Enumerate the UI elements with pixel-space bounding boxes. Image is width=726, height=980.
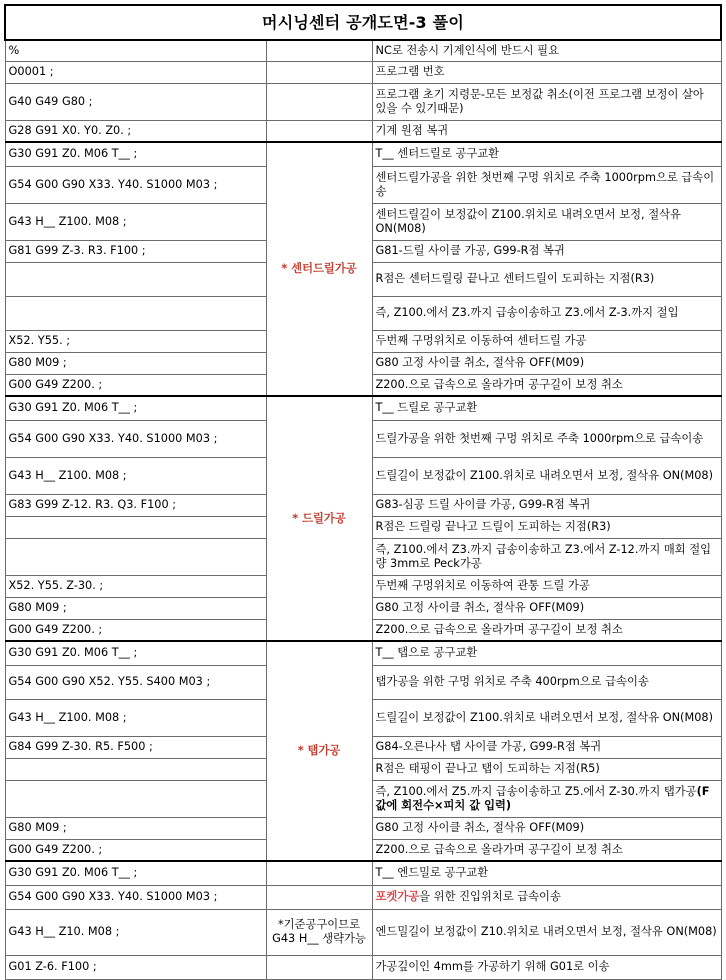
comment-cell: T__ 드릴로 공구교환 <box>372 396 721 420</box>
page-title: 머시닝센터 공개도면-3 풀이 <box>5 5 721 40</box>
comment-cell: Z200.으로 급속으로 올라가며 공구길이 보정 취소 <box>372 619 721 641</box>
code-cell: G80 M09 ; <box>5 817 266 839</box>
code-cell: G00 G49 Z200. ; <box>5 619 266 641</box>
comment-cell <box>372 885 721 909</box>
comment-cell: 기계 원점 복귀 <box>372 120 721 142</box>
table-row <box>5 142 721 166</box>
table-row <box>5 641 721 665</box>
table-row <box>5 40 721 61</box>
comment-cell: R점은 센터드릴링 끝나고 센터드릴이 도피하는 지점(R3) <box>372 262 721 296</box>
comment-cell: 드릴가공을 위한 첫번째 구멍 위치로 주축 1000rpm으로 급속이송 <box>372 420 721 457</box>
comment-bold-note: (F값에 회전수×피치 값 입력) <box>375 784 710 812</box>
table-row <box>5 120 721 142</box>
code-cell <box>5 296 266 330</box>
code-cell: G83 G99 Z-12. R3. Q3. F100 ; <box>5 494 266 516</box>
table-row <box>5 861 721 885</box>
code-cell: G54 G00 G90 X33. Y40. S1000 M03 ; <box>5 166 266 203</box>
base-tool-note-line2: G43 H__ 생략가능 <box>272 932 366 945</box>
comment-cell: 드릴길이 보정값이 Z100.위치로 내려오면서 보정, 절삭유 ON(M08) <box>372 699 721 736</box>
comment-cell: G81-드릴 사이클 가공, G99-R점 복귀 <box>372 240 721 262</box>
code-cell: G30 G91 Z0. M06 T__ ; <box>5 861 266 885</box>
comment-text: 을 위한 진입위치로 급속이송 <box>419 890 561 903</box>
drill-label: * 드릴가공 <box>292 511 346 525</box>
base-tool-note-line1: *기준공구이므로 <box>277 918 361 931</box>
comment-cell <box>372 780 721 817</box>
table-row <box>5 61 721 83</box>
comment-cell: 탭가공을 위한 구멍 위치로 주축 400rpm으로 급속이송 <box>372 665 721 699</box>
comment-cell: R점은 태핑이 끝나고 탭이 도피하는 지점(R5) <box>372 758 721 780</box>
spacer-cell <box>266 61 372 83</box>
code-cell <box>5 516 266 538</box>
comment-cell: 센터드릴길이 보정값이 Z100.위치로 내려오면서 보정, 절삭유 ON(M08) <box>372 203 721 240</box>
code-cell: G80 M09 ; <box>5 352 266 374</box>
comment-cell: NC로 전송시 기계인식에 반드시 필요 <box>372 40 721 61</box>
center-drill-label: * 센터드릴가공 <box>281 262 357 275</box>
comment-cell: G83-심공 드릴 사이클 가공, G99-R점 복귀 <box>372 494 721 516</box>
code-cell: G00 G49 Z200. ; <box>5 839 266 861</box>
code-cell: G28 G91 X0. Y0. Z0. ; <box>5 120 266 142</box>
code-cell <box>5 262 266 296</box>
code-cell: % <box>5 40 266 61</box>
tap-label: * 탭가공 <box>297 744 341 757</box>
comment-cell: 가공깊이인 4mm를 가공하기 위해 G01로 이송 <box>372 955 721 979</box>
code-cell <box>5 758 266 780</box>
title-row <box>5 5 721 40</box>
comment-cell: 드릴길이 보정값이 Z100.위치로 내려오면서 보정, 절삭유 ON(M08) <box>372 457 721 494</box>
comment-cell: 센터드릴가공을 위한 첫번째 구멍 위치로 주축 1000rpm으로 급속이송 <box>372 166 721 203</box>
code-cell: G54 G00 G90 X33. Y40. S1000 M03 ; <box>5 885 266 909</box>
table-row <box>5 909 721 955</box>
code-cell: G43 H__ Z100. M08 ; <box>5 699 266 736</box>
code-cell: G43 H__ Z100. M08 ; <box>5 457 266 494</box>
spacer-cell <box>266 120 372 142</box>
comment-cell: G84-오른나사 탭 사이클 가공, G99-R점 복귀 <box>372 736 721 758</box>
base-tool-note <box>266 909 372 955</box>
comment-cell: G80 고정 사이클 취소, 절삭유 OFF(M09) <box>372 597 721 619</box>
code-cell: O0001 ; <box>5 61 266 83</box>
code-cell: G01 Z-6. F100 ; <box>5 955 266 979</box>
comment-cell: T__ 탭으로 공구교환 <box>372 641 721 665</box>
spacer-cell <box>266 83 372 120</box>
code-cell: G54 G00 G90 X52. Y55. S400 M03 ; <box>5 665 266 699</box>
comment-cell: R점은 드릴링 끝나고 드릴이 도피하는 지점(R3) <box>372 516 721 538</box>
code-cell: X52. Y55. Z-30. ; <box>5 575 266 597</box>
comment-cell: 엔드밀길이 보정값이 Z10.위치로 내려오면서 보정, 절삭유 ON(M08) <box>372 909 721 955</box>
table-row <box>5 885 721 909</box>
comment-text: 즉, Z100.에서 Z5.까지 급송이송하고 Z5.에서 Z-30.까지 탭가공 <box>375 784 697 798</box>
spacer-cell <box>266 861 372 885</box>
code-cell <box>5 538 266 575</box>
comment-cell: 두번째 구멍위치로 이동하여 센터드릴 가공 <box>372 330 721 352</box>
comment-cell: Z200.으로 급속으로 올라가며 공구길이 보정 취소 <box>372 374 721 396</box>
code-cell: G40 G49 G80 ; <box>5 83 266 120</box>
comment-cell: 프로그램 번호 <box>372 61 721 83</box>
section-label-drill <box>266 396 372 641</box>
comment-cell: G80 고정 사이클 취소, 절삭유 OFF(M09) <box>372 352 721 374</box>
table-row <box>5 83 721 120</box>
code-cell: G84 G99 Z-30. R5. F500 ; <box>5 736 266 758</box>
code-cell: X52. Y55. ; <box>5 330 266 352</box>
code-cell: G43 H__ Z10. M08 ; <box>5 909 266 955</box>
comment-cell: G80 고정 사이클 취소, 절삭유 OFF(M09) <box>372 817 721 839</box>
pocket-highlight: 포켓가공 <box>375 890 420 903</box>
spacer-cell <box>266 40 372 61</box>
code-cell: G00 G49 Z200. ; <box>5 374 266 396</box>
code-cell: G43 H__ Z100. M08 ; <box>5 203 266 240</box>
answer-sheet <box>4 4 720 980</box>
table-row <box>5 955 721 979</box>
comment-cell: 즉, Z100.에서 Z3.까지 급송이송하고 Z3.에서 Z-3.까지 절입 <box>372 296 721 330</box>
comment-cell: 두번째 구멍위치로 이동하여 관통 드릴 가공 <box>372 575 721 597</box>
code-cell: G30 G91 Z0. M06 T__ ; <box>5 641 266 665</box>
code-cell: G81 G99 Z-3. R3. F100 ; <box>5 240 266 262</box>
nc-program-table <box>4 4 722 980</box>
section-label-center-drill <box>266 142 372 396</box>
section-label-tap <box>266 641 372 861</box>
code-cell: G30 G91 Z0. M06 T__ ; <box>5 142 266 166</box>
comment-cell: 즉, Z100.에서 Z3.까지 급송이송하고 Z3.에서 Z-12.까지 매회 절입량 3mm로 Peck가공 <box>372 538 721 575</box>
comment-cell: 프로그램 초기 지령문-모든 보정값 취소(이전 프로그램 보정이 살아 있을 수 있기때문) <box>372 83 721 120</box>
code-cell: G54 G00 G90 X33. Y40. S1000 M03 ; <box>5 420 266 457</box>
comment-cell: T__ 센터드릴로 공구교환 <box>372 142 721 166</box>
spacer-cell <box>266 955 372 979</box>
comment-cell: T__ 엔드밀로 공구교환 <box>372 861 721 885</box>
code-cell: G30 G91 Z0. M06 T__ ; <box>5 396 266 420</box>
code-cell: G80 M09 ; <box>5 597 266 619</box>
code-cell <box>5 780 266 817</box>
comment-cell: Z200.으로 급속으로 올라가며 공구길이 보정 취소 <box>372 839 721 861</box>
table-row <box>5 396 721 420</box>
spacer-cell <box>266 885 372 909</box>
